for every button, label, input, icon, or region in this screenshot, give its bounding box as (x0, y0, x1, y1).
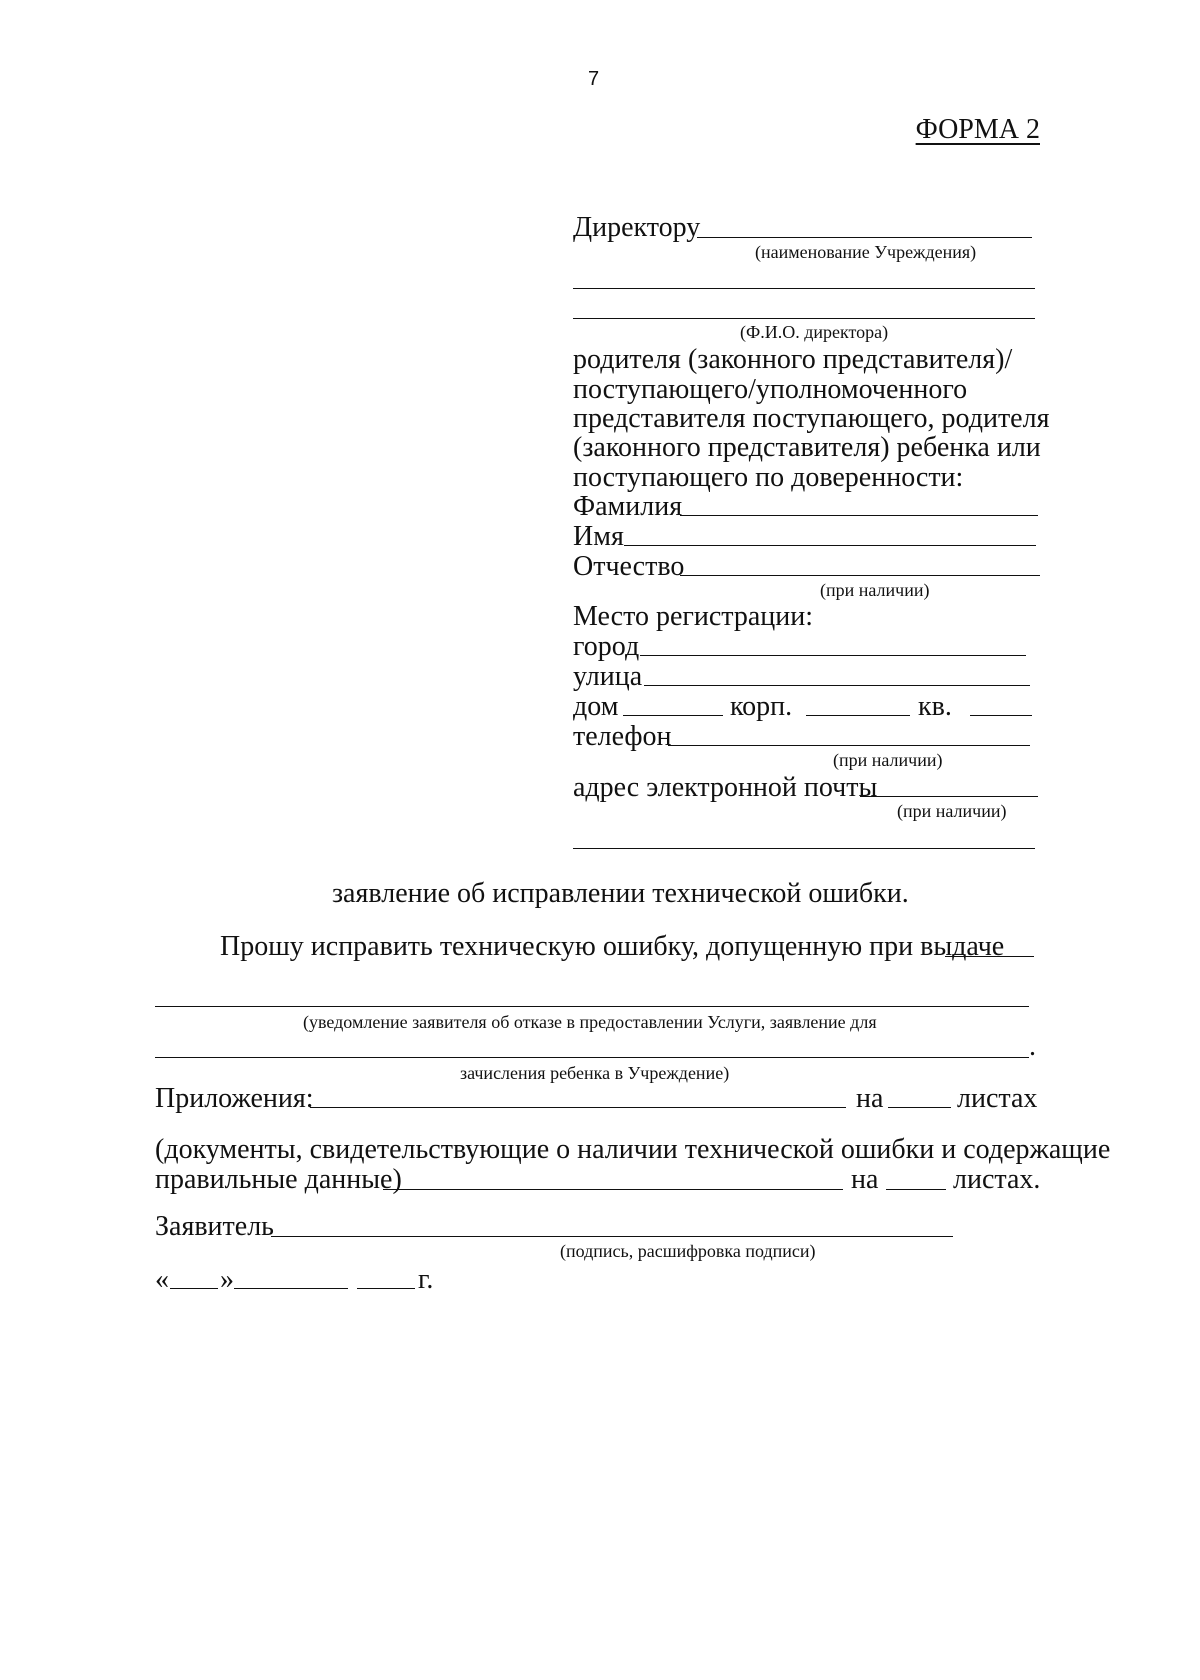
applicant-line-4: (законного представителя) ребенка или (573, 432, 1041, 463)
issued-document-period: . (1029, 1031, 1036, 1062)
patronymic-caption: (при наличии) (820, 580, 930, 600)
attachments-field[interactable] (310, 1107, 846, 1108)
issued-document-caption-1: (уведомление заявителя об отказе в предоставлении Услуги, заявление для (303, 1012, 877, 1032)
institution-line (697, 237, 1032, 238)
evidence-line-2: правильные данные) (155, 1164, 402, 1195)
city-label: город (573, 631, 640, 662)
email-caption: (при наличии) (897, 801, 1007, 821)
signature-caption: (подпись, расшифровка подписи) (560, 1241, 816, 1261)
attachments-on-label: на (856, 1083, 884, 1114)
street-label: улица (573, 661, 643, 692)
surname-label: Фамилия (573, 491, 683, 522)
evidence-field[interactable] (383, 1189, 843, 1190)
applicant-line-2: поступающего/уполномоченного (573, 374, 968, 405)
issued-document-line-2[interactable] (155, 1057, 1029, 1058)
applicant-line-5: поступающего по доверенности: (573, 462, 964, 493)
evidence-sheets-label: листах. (953, 1164, 1041, 1195)
evidence-on-label: на (851, 1164, 879, 1195)
signature-field[interactable] (271, 1236, 953, 1237)
form-label: ФОРМА 2 (915, 114, 1040, 145)
name-label: Имя (573, 521, 624, 552)
city-field[interactable] (640, 655, 1026, 656)
applicant-line-3: представителя поступающего, родителя (573, 403, 1050, 434)
director-name-caption: (Ф.И.О. директора) (740, 322, 889, 342)
date-close-quote: » (220, 1264, 234, 1295)
name-field[interactable] (624, 545, 1036, 546)
date-year-field[interactable] (357, 1288, 415, 1289)
evidence-sheets-field[interactable] (886, 1189, 946, 1190)
attachments-sheets-label: листах (957, 1083, 1038, 1114)
date-open-quote: « (155, 1264, 169, 1295)
building-field[interactable] (806, 715, 910, 716)
phone-field[interactable] (668, 745, 1030, 746)
street-field[interactable] (644, 685, 1030, 686)
attachments-sheets-field[interactable] (888, 1107, 951, 1108)
evidence-line-1: (документы, свидетельствующие о наличии технической ошибки и содержащие (155, 1134, 1111, 1165)
email-label: адрес электронной почты (573, 772, 878, 803)
attachments-label: Приложения: (155, 1083, 314, 1114)
email-field[interactable] (860, 796, 1038, 797)
apartment-field[interactable] (970, 715, 1032, 716)
patronymic-label: Отчество (573, 551, 685, 582)
phone-label: телефон (573, 721, 672, 752)
application-title: заявление об исправлении технической ошибки. (332, 878, 909, 909)
applicant-label: Заявитель (155, 1211, 274, 1242)
surname-field[interactable] (680, 515, 1038, 516)
request-text: Прошу исправить техническую ошибку, допущенную при выдаче (220, 931, 1005, 962)
building-label: корп. (730, 691, 793, 722)
issued-document-field[interactable] (945, 956, 1034, 957)
patronymic-field[interactable] (680, 575, 1040, 576)
email-field-continuation[interactable] (573, 848, 1035, 849)
issued-document-line-1[interactable] (155, 1006, 1029, 1007)
apartment-label: кв. (918, 691, 952, 722)
director-name-line-1 (573, 288, 1035, 289)
date-month-field[interactable] (234, 1288, 348, 1289)
institution-caption: (наименование Учреждения) (755, 242, 977, 262)
director-name-line-2 (573, 318, 1035, 319)
phone-caption: (при наличии) (833, 750, 943, 770)
house-field[interactable] (623, 715, 723, 716)
issued-document-caption-2: зачисления ребенка в Учреждение) (460, 1063, 730, 1083)
date-year-suffix: г. (418, 1264, 434, 1295)
house-label: дом (573, 691, 619, 722)
applicant-line-1: родителя (законного представителя)/ (573, 344, 1013, 375)
page-number: 7 (588, 68, 600, 90)
director-label: Директору (573, 212, 701, 243)
registration-label: Место регистрации: (573, 601, 814, 632)
date-day-field[interactable] (170, 1288, 218, 1289)
